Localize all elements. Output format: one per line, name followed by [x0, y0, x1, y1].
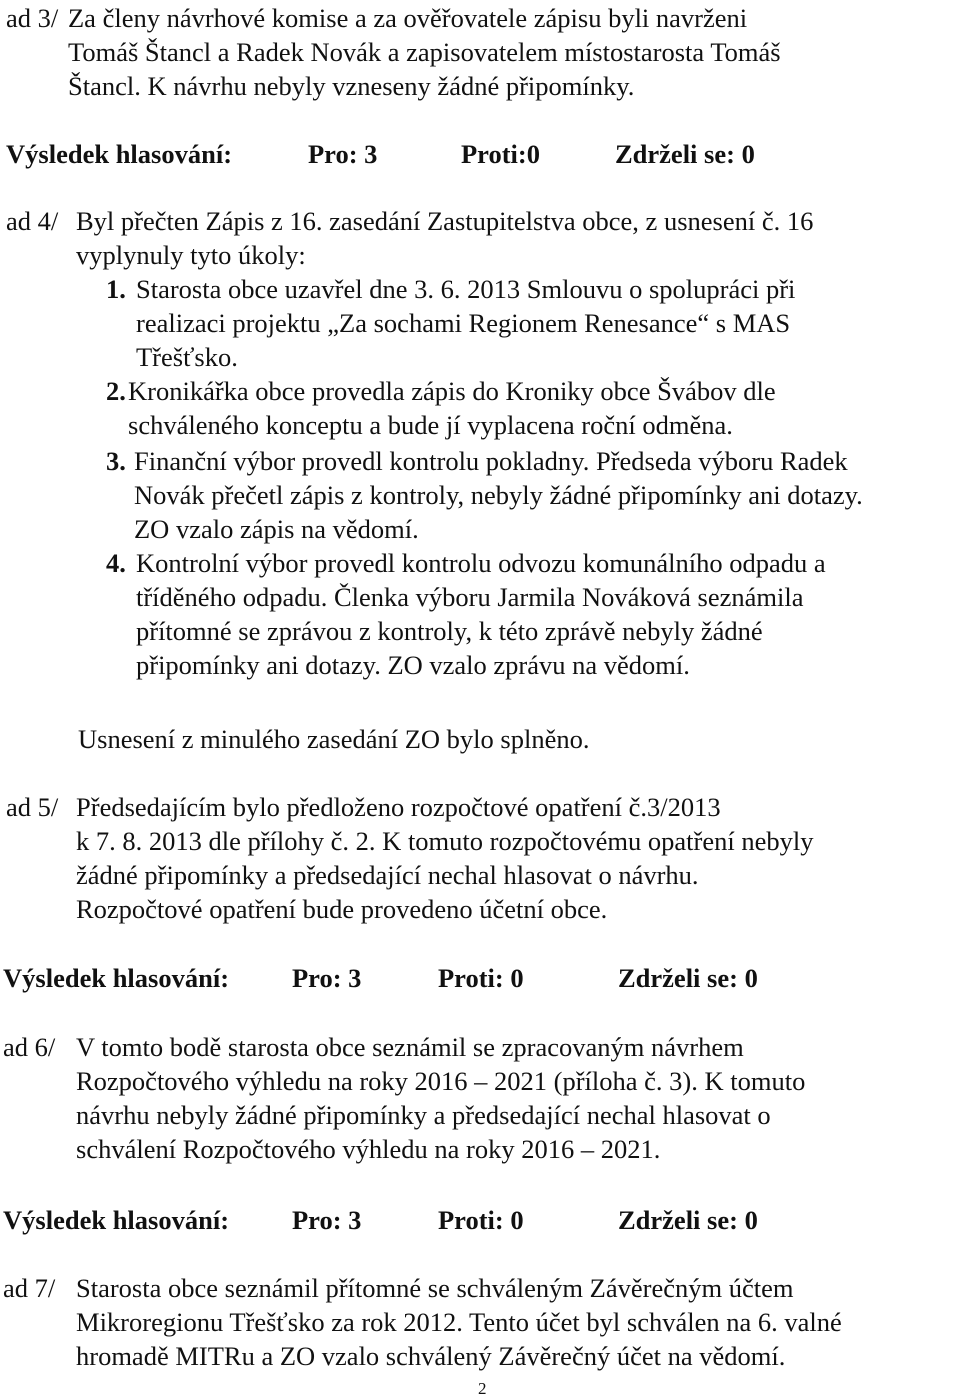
paragraph-line: k 7. 8. 2013 dle přílohy č. 2. K tomuto rozpočtovému opatření nebyly [76, 826, 814, 856]
task-line: Finanční výbor provedl kontrolu pokladny. Předseda výboru Radek [134, 446, 848, 476]
paragraph-line: Rozpočtového výhledu na roky 2016 – 2021 (příloha č. 3). K tomuto [76, 1066, 806, 1096]
task-line: Třešťsko. [136, 342, 238, 372]
task-number: 4. [106, 548, 126, 578]
task-line: Kronikářka obce provedla zápis do Kroniky obce Švábov dle [128, 376, 776, 406]
page-number: 2 [478, 1379, 487, 1398]
conclusion-text: Usnesení z minulého zasedání ZO bylo splněno. [78, 724, 590, 754]
task-line: Kontrolní výbor provedl kontrolu odvozu komunálního odpadu a [136, 548, 826, 578]
vote-proti: Proti:0 [461, 139, 540, 169]
paragraph-line: žádné připomínky a předsedající nechal hlasovat o návrhu. [76, 860, 699, 890]
vote-pro: Pro: 3 [292, 963, 362, 993]
paragraph-line: Rozpočtové opatření bude provedeno účetní obce. [76, 894, 608, 924]
vote-zdrzeli: Zdrželi se: 0 [618, 963, 758, 993]
section-label: ad 4/ [6, 206, 59, 236]
vote-pro: Pro: 3 [292, 1205, 362, 1235]
vote-proti: Proti: 0 [438, 963, 524, 993]
paragraph-line: návrhu nebyly žádné připomínky a předsedající nechal hlasovat o [76, 1100, 771, 1130]
paragraph-line: Starosta obce seznámil přítomné se schváleným Závěrečným účtem [76, 1273, 794, 1303]
task-line: schváleného konceptu a bude jí vyplacena roční odměna. [128, 410, 733, 440]
section-label: ad 5/ [6, 792, 59, 822]
section-label: ad 7/ [3, 1273, 56, 1303]
section-label: ad 6/ [3, 1032, 56, 1062]
section-label: ad 3/ [6, 3, 59, 33]
paragraph-line: Za členy návrhové komise a za ověřovatele zápisu byli navrženi [68, 3, 748, 33]
paragraph-line: Štancl. K návrhu nebyly vzneseny žádné připomínky. [68, 71, 635, 101]
task-number: 1. [106, 274, 126, 304]
vote-label: Výsledek hlasování: [3, 963, 230, 993]
vote-zdrzeli: Zdrželi se: 0 [615, 139, 755, 169]
paragraph-line: Mikroregionu Třešťsko za rok 2012. Tento účet byl schválen na 6. valné [76, 1307, 842, 1337]
paragraph-line: Byl přečten Zápis z 16. zasedání Zastupitelstva obce, z usnesení č. 16 [76, 206, 814, 236]
task-number: 3. [106, 446, 126, 476]
task-line: realizaci projektu „Za sochami Regionem Renesance“ s MAS [136, 308, 791, 338]
task-number: 2. [106, 376, 126, 406]
vote-label: Výsledek hlasování: [6, 139, 233, 169]
paragraph-line: hromadě MITRu a ZO vzalo schválený Závěrečný účet na vědomí. [76, 1341, 786, 1371]
task-line: Starosta obce uzavřel dne 3. 6. 2013 Smlouvu o spolupráci při [136, 274, 796, 304]
task-line: Novák přečetl zápis z kontroly, nebyly žádné připomínky ani dotazy. [134, 480, 863, 510]
vote-pro: Pro: 3 [308, 139, 378, 169]
task-line: tříděného odpadu. Členka výboru Jarmila Nováková seznámila [136, 582, 804, 612]
paragraph-line: schválení Rozpočtového výhledu na roky 2016 – 2021. [76, 1134, 661, 1164]
paragraph-line: Předsedajícím bylo předloženo rozpočtové opatření č.3/2013 [76, 792, 721, 822]
paragraph-line: Tomáš Štancl a Radek Novák a zapisovatelem místostarosta Tomáš [68, 37, 781, 67]
task-line: přítomné se zprávou z kontroly, k této zprávě nebyly žádné [136, 616, 763, 646]
vote-proti: Proti: 0 [438, 1205, 524, 1235]
vote-zdrzeli: Zdrželi se: 0 [618, 1205, 758, 1235]
vote-label: Výsledek hlasování: [3, 1205, 230, 1235]
paragraph-line: V tomto bodě starosta obce seznámil se zpracovaným návrhem [76, 1032, 744, 1062]
paragraph-line: vyplynuly tyto úkoly: [76, 240, 306, 270]
task-line: připomínky ani dotazy. ZO vzalo zprávu na vědomí. [136, 650, 690, 680]
task-line: ZO vzalo zápis na vědomí. [134, 514, 419, 544]
